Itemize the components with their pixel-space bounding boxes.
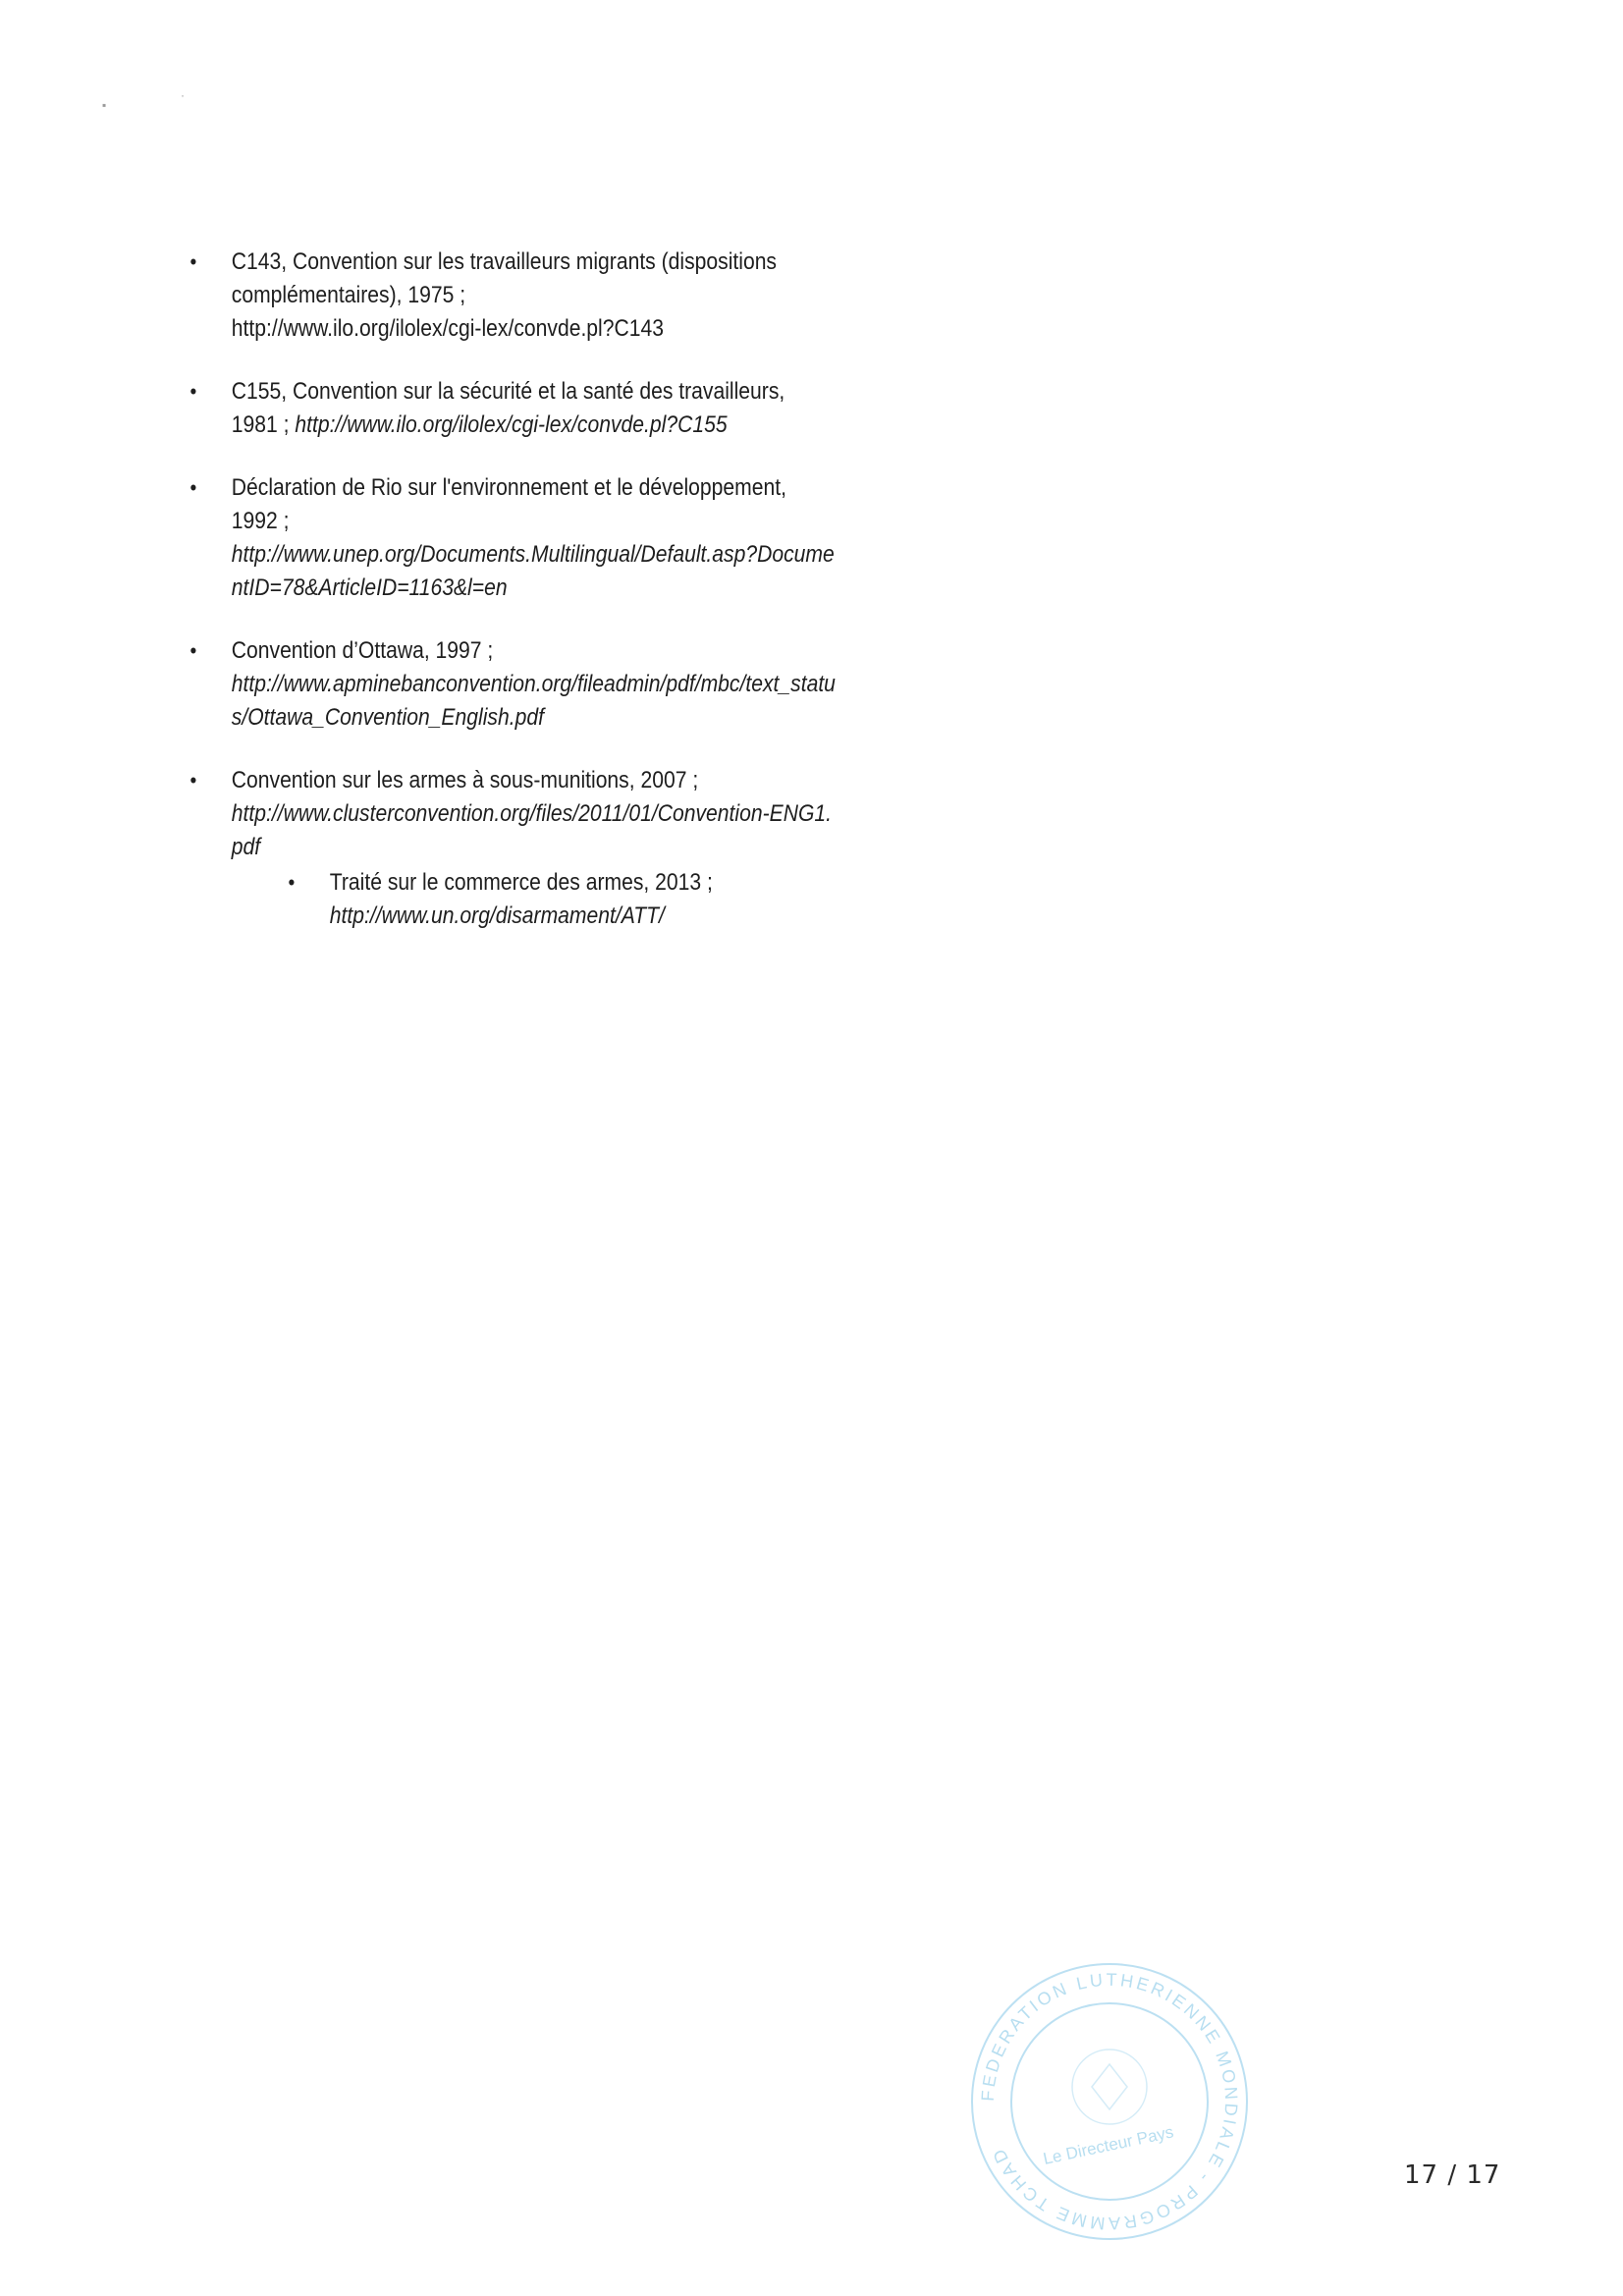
reference-link[interactable]: http://www.clusterconvention.org/files/2011/01/Convention-ENG1.pdf	[231, 800, 833, 860]
reference-item	[187, 764, 837, 864]
reference-link[interactable]: http://www.un.org/disarmament/ATT/	[329, 902, 665, 929]
svg-text:FEDERATION LUTHERIENNE MONDIAL	[978, 1970, 1241, 2233]
bullet-icon: •	[189, 475, 197, 500]
stamp-emblem-cross	[1092, 2064, 1127, 2109]
bullet-icon: •	[189, 379, 197, 404]
reference-text: Traité sur le commerce des armes, 2013 ;	[329, 869, 713, 896]
reference-text: C143, Convention sur les travailleurs migrants (dispositions complémentaires), 1975 ;	[231, 248, 777, 308]
bullet-icon: •	[189, 638, 197, 663]
reference-text: Convention d’Ottawa, 1997 ;	[231, 637, 494, 664]
bullet-icon: •	[189, 249, 197, 274]
stamp-inner-text: Le Directeur Pays	[1041, 2122, 1175, 2168]
bullet-icon: •	[189, 768, 197, 793]
reference-item	[187, 375, 837, 442]
reference-text: Convention sur les armes à sous-munitions, 2007 ;	[231, 767, 699, 793]
scan-speck: ·	[181, 88, 185, 102]
stamp-emblem	[1072, 2050, 1147, 2124]
reference-list	[187, 246, 836, 962]
organization-stamp-icon	[962, 1954, 1257, 2249]
page-number: 17 / 17	[1404, 2160, 1501, 2190]
stamp-inner-ring	[1011, 2003, 1208, 2200]
reference-link[interactable]: http://www.ilo.org/ilolex/cgi-lex/convde.pl?C143	[231, 315, 664, 342]
reference-link[interactable]: http://www.apminebanconvention.org/fileadmin/pdf/mbc/text_status/Ottawa_Convention_English.pdf	[231, 671, 836, 731]
stamp-outer-text: FEDERATION LUTHERIENNE MONDIALE - PROGRAMME TCHAD	[977, 1969, 1242, 2234]
nested-reference-item	[285, 866, 848, 933]
reference-item	[187, 471, 837, 605]
reference-text: Déclaration de Rio sur l'environnement et le développement, 1992 ;	[231, 474, 786, 534]
reference-item	[187, 634, 837, 735]
reference-text: C155, Convention sur la sécurité et la santé des travailleurs, 1981 ;	[231, 378, 785, 438]
reference-link[interactable]: http://www.ilo.org/ilolex/cgi-lex/convde.pl?C155	[295, 411, 728, 438]
bullet-icon: •	[288, 870, 296, 895]
stamp-outer-ring	[972, 1964, 1247, 2239]
reference-link[interactable]: http://www.unep.org/Documents.Multilingual/Default.asp?DocumentID=78&ArticleID=1163&l=en	[231, 541, 835, 601]
scan-speck: ▪	[102, 98, 107, 112]
reference-item	[187, 246, 837, 346]
